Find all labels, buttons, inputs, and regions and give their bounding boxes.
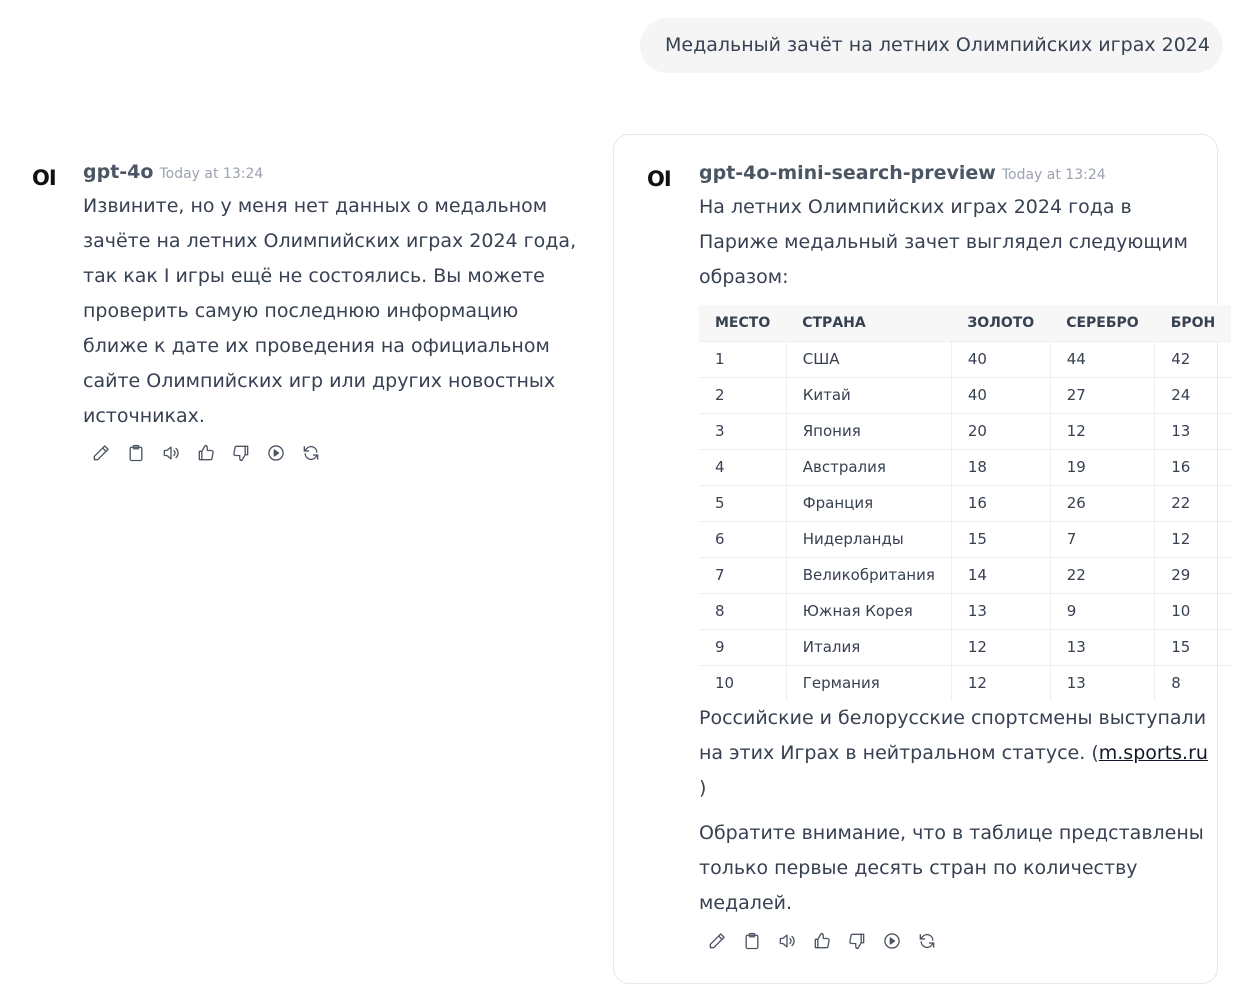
play-icon[interactable] xyxy=(881,930,903,952)
column-header: МЕСТО xyxy=(699,305,786,341)
table-cell: 20 xyxy=(951,413,1050,449)
regenerate-icon[interactable] xyxy=(300,442,322,464)
speaker-icon[interactable] xyxy=(160,442,182,464)
response-header xyxy=(699,162,1106,184)
table-cell: 3 xyxy=(699,413,786,449)
note-paragraph: Обратите внимание, что в таблице представлены только первые десять стран по количеству медалей. xyxy=(699,822,1204,914)
response-toolbar xyxy=(90,442,322,464)
response-pane-gpt-4o xyxy=(0,134,600,994)
table-cell: 7 xyxy=(699,557,786,593)
neutral-status-paragraph xyxy=(699,701,1209,806)
copy-icon[interactable] xyxy=(125,442,147,464)
table-cell: 29 xyxy=(1155,557,1232,593)
timestamp: Today at 13:24 xyxy=(159,166,264,182)
table-cell: 14 xyxy=(951,557,1050,593)
medal-table xyxy=(699,305,1231,701)
table-row xyxy=(699,377,1231,413)
medal-table-container[interactable] xyxy=(699,305,1216,701)
response-pane-gpt-4o-mini-search xyxy=(613,134,1218,984)
table-row xyxy=(699,449,1231,485)
table-cell: 12 xyxy=(951,629,1050,665)
edit-icon[interactable] xyxy=(706,930,728,952)
table-cell: 22 xyxy=(1050,557,1155,593)
table-cell: 8 xyxy=(699,593,786,629)
table-cell: 9 xyxy=(1050,593,1155,629)
response-toolbar xyxy=(706,930,938,952)
play-icon[interactable] xyxy=(265,442,287,464)
table-cell: 15 xyxy=(951,521,1050,557)
table-cell: 8 xyxy=(1155,665,1232,701)
column-header: ЗОЛОТО xyxy=(951,305,1050,341)
table-cell: 13 xyxy=(951,593,1050,629)
model-avatar: OI xyxy=(32,166,56,190)
table-cell: Великобритания xyxy=(786,557,951,593)
table-cell: Германия xyxy=(786,665,951,701)
table-cell: Южная Корея xyxy=(786,593,951,629)
thumbs-up-icon[interactable] xyxy=(811,930,833,952)
table-cell: 1 xyxy=(699,341,786,377)
response-text: Извините, но у меня нет данных о медальном зачёте на летних Олимпийских играх 2024 года, так как I игры ещё не состоялись. Вы можете проверить самую последнюю информацию ближе к дате их проведения на официальном сайте Олимпийских игр или других новостных источниках. xyxy=(83,195,577,427)
timestamp: Today at 13:24 xyxy=(1001,167,1106,183)
thumbs-down-icon[interactable] xyxy=(230,442,252,464)
model-avatar: OI xyxy=(647,167,671,191)
table-cell: 27 xyxy=(1050,377,1155,413)
table-cell: 16 xyxy=(1155,449,1232,485)
column-header: СЕРЕБРО xyxy=(1050,305,1155,341)
table-row xyxy=(699,521,1231,557)
table-cell: 24 xyxy=(1155,377,1232,413)
table-cell: Япония xyxy=(786,413,951,449)
table-cell: 10 xyxy=(1155,593,1232,629)
table-row xyxy=(699,665,1231,701)
table-row xyxy=(699,629,1231,665)
user-message-bubble: Медальный зачёт на летних Олимпийских играх 2024 xyxy=(640,18,1223,73)
table-cell: 40 xyxy=(951,341,1050,377)
model-name: gpt-4o xyxy=(83,161,154,183)
table-cell: 12 xyxy=(1050,413,1155,449)
thumbs-up-icon[interactable] xyxy=(195,442,217,464)
source-link[interactable]: m.sports.ru xyxy=(1098,742,1208,764)
table-row xyxy=(699,557,1231,593)
table-cell: Италия xyxy=(786,629,951,665)
table-cell: 5 xyxy=(699,485,786,521)
table-cell: 42 xyxy=(1155,341,1232,377)
regenerate-icon[interactable] xyxy=(916,930,938,952)
table-cell: Франция xyxy=(786,485,951,521)
copy-icon[interactable] xyxy=(741,930,763,952)
table-cell: 15 xyxy=(1155,629,1232,665)
response-header xyxy=(83,161,263,183)
table-cell: Австралия xyxy=(786,449,951,485)
response-intro-text: На летних Олимпийских играх 2024 года в Париже медальный зачет выглядел следующим образом: xyxy=(699,196,1188,288)
table-cell: 13 xyxy=(1050,665,1155,701)
table-cell: 44 xyxy=(1050,341,1155,377)
table-cell: Китай xyxy=(786,377,951,413)
thumbs-down-icon[interactable] xyxy=(846,930,868,952)
table-row xyxy=(699,593,1231,629)
paragraph-text: Российские и белорусские спортсмены выступали на этих Играх в нейтральном статусе. ( xyxy=(699,707,1207,764)
column-header: СТРАНА xyxy=(786,305,951,341)
table-cell: 6 xyxy=(699,521,786,557)
paragraph-text: ) xyxy=(699,777,707,799)
table-cell: 7 xyxy=(1050,521,1155,557)
table-row xyxy=(699,485,1231,521)
speaker-icon[interactable] xyxy=(776,930,798,952)
table-cell: 19 xyxy=(1050,449,1155,485)
table-cell: 13 xyxy=(1050,629,1155,665)
table-cell: 2 xyxy=(699,377,786,413)
table-cell: 12 xyxy=(951,665,1050,701)
edit-icon[interactable] xyxy=(90,442,112,464)
table-cell: 13 xyxy=(1155,413,1232,449)
table-cell: Нидерланды xyxy=(786,521,951,557)
table-cell: 4 xyxy=(699,449,786,485)
column-header: БРОН xyxy=(1155,305,1232,341)
table-cell: США xyxy=(786,341,951,377)
table-cell: 18 xyxy=(951,449,1050,485)
table-row xyxy=(699,341,1231,377)
table-cell: 26 xyxy=(1050,485,1155,521)
table-row xyxy=(699,413,1231,449)
table-cell: 40 xyxy=(951,377,1050,413)
table-cell: 12 xyxy=(1155,521,1232,557)
table-cell: 10 xyxy=(699,665,786,701)
table-header-row xyxy=(699,305,1231,341)
table-cell: 16 xyxy=(951,485,1050,521)
table-cell: 9 xyxy=(699,629,786,665)
model-name: gpt-4o-mini-search-preview xyxy=(699,162,996,184)
table-cell: 22 xyxy=(1155,485,1232,521)
